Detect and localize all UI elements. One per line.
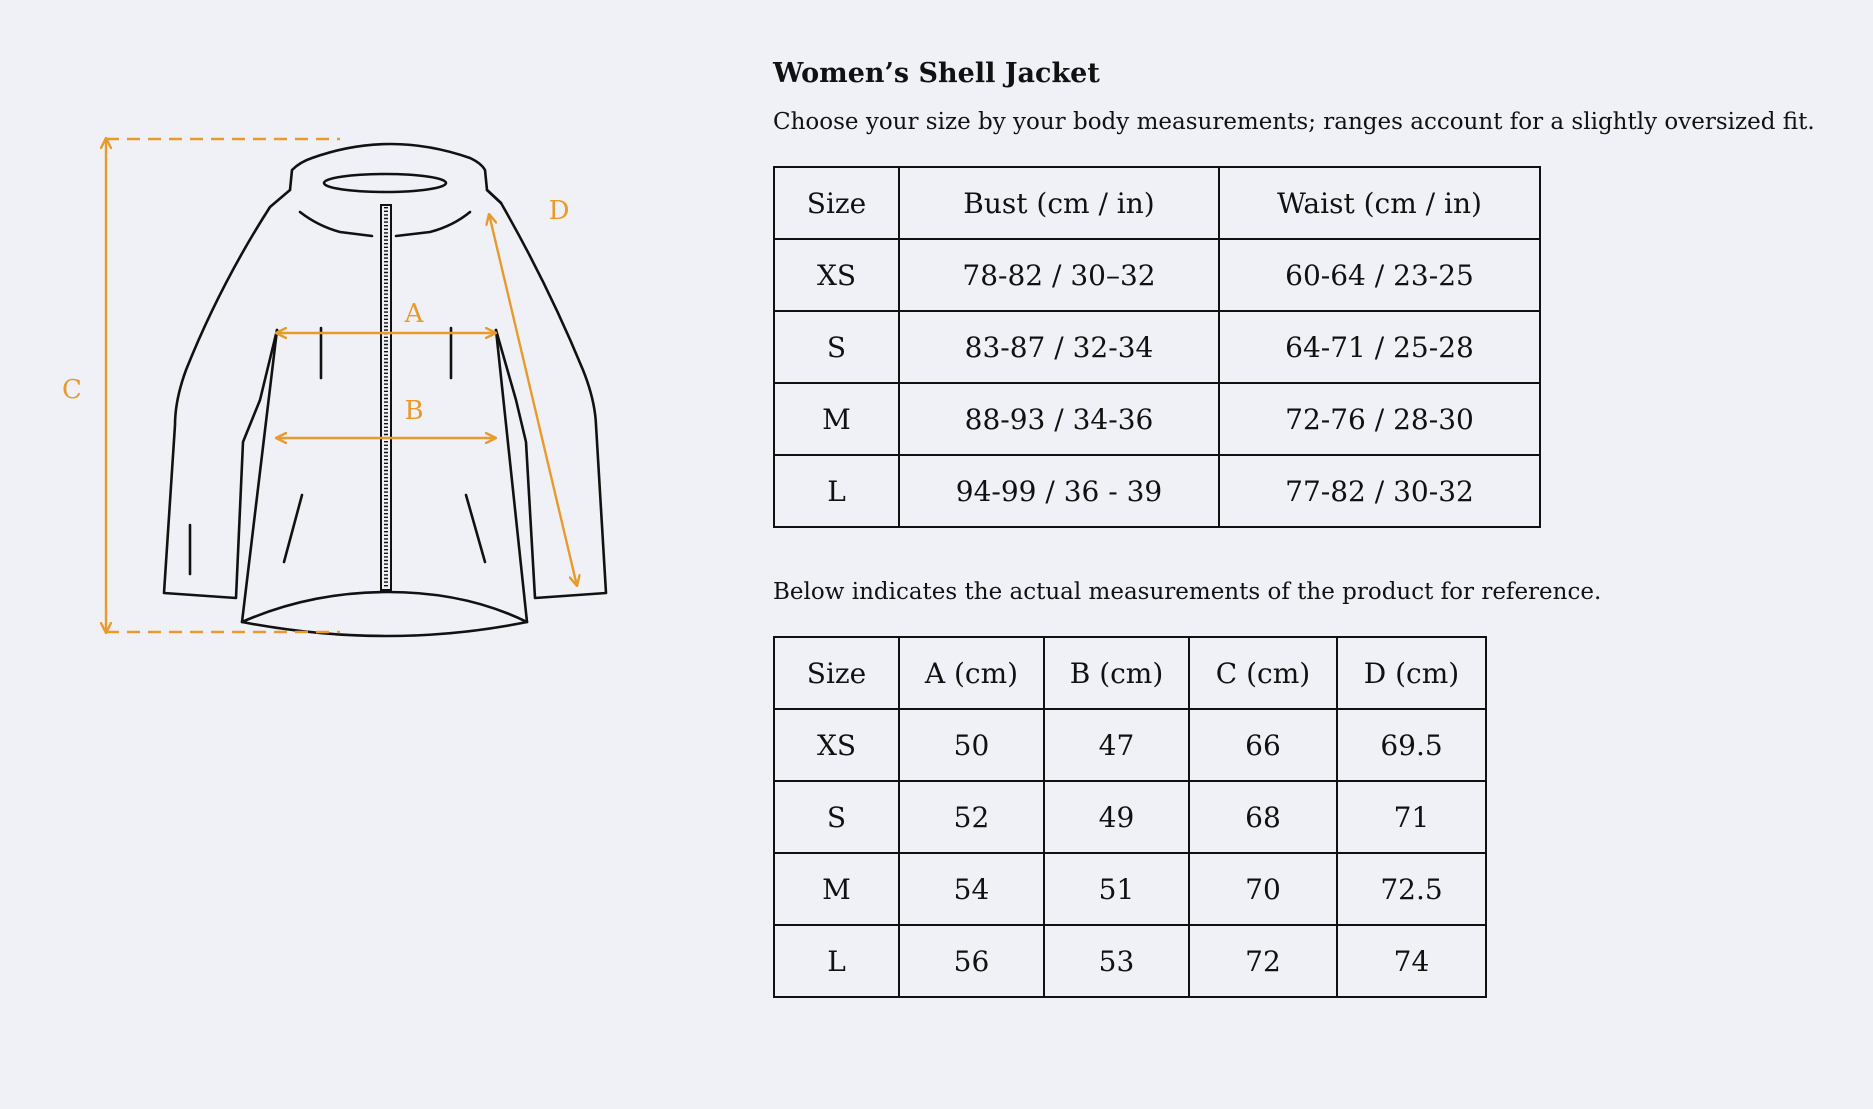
table-row xyxy=(774,853,1486,925)
jacket-hem xyxy=(242,592,527,622)
cell-a: 50 xyxy=(899,709,1044,781)
cell-c: 68 xyxy=(1189,781,1337,853)
dimension-a-label: A xyxy=(404,299,424,329)
header-d: D (cm) xyxy=(1337,637,1486,709)
cell-b: 53 xyxy=(1044,925,1189,997)
table-row xyxy=(774,383,1540,455)
table-row xyxy=(774,925,1486,997)
dimension-c-label: C xyxy=(62,375,82,405)
cell-d: 72.5 xyxy=(1337,853,1486,925)
jacket-zipper xyxy=(381,205,391,590)
dimension-b-label: B xyxy=(404,396,424,426)
product-measurements-table xyxy=(773,636,1487,998)
header-c: C (cm) xyxy=(1189,637,1337,709)
table-row xyxy=(774,781,1486,853)
header-a: A (cm) xyxy=(899,637,1044,709)
product-measurements-note: Below indicates the actual measurements of the product for reference. xyxy=(773,579,1602,605)
cell-b: 49 xyxy=(1044,781,1189,853)
cell-d: 71 xyxy=(1337,781,1486,853)
table-header-row xyxy=(774,167,1540,239)
cell-size: XS xyxy=(774,239,899,311)
cell-waist: 60-64 / 23-25 xyxy=(1219,239,1540,311)
cell-size: M xyxy=(774,383,899,455)
cell-bust: 94-99 / 36 - 39 xyxy=(899,455,1219,527)
header-bust: Bust (cm / in) xyxy=(899,167,1219,239)
cell-waist: 64-71 / 25-28 xyxy=(1219,311,1540,383)
cell-size: L xyxy=(774,925,899,997)
header-waist: Waist (cm / in) xyxy=(1219,167,1540,239)
cell-bust: 83-87 / 32-34 xyxy=(899,311,1219,383)
jacket-diagram xyxy=(0,0,760,760)
jacket-left-side xyxy=(164,190,290,598)
jacket-diagram-svg xyxy=(0,0,760,760)
cell-waist: 72-76 / 28-30 xyxy=(1219,383,1540,455)
header-size: Size xyxy=(774,637,899,709)
cell-c: 72 xyxy=(1189,925,1337,997)
cell-b: 51 xyxy=(1044,853,1189,925)
jacket-hand-pocket-right xyxy=(466,495,485,562)
cell-bust: 88-93 / 34-36 xyxy=(899,383,1219,455)
cell-size: L xyxy=(774,455,899,527)
cell-waist: 77-82 / 30-32 xyxy=(1219,455,1540,527)
jacket-right-side xyxy=(487,190,606,598)
cell-size: S xyxy=(774,311,899,383)
header-size: Size xyxy=(774,167,899,239)
cell-a: 54 xyxy=(899,853,1044,925)
cell-bust: 78-82 / 30–32 xyxy=(899,239,1219,311)
cell-size: XS xyxy=(774,709,899,781)
size-instructions: Choose your size by your body measurements; ranges account for a slightly oversized fit. xyxy=(773,109,1815,135)
jacket-hand-pocket-left xyxy=(284,495,302,562)
header-b: B (cm) xyxy=(1044,637,1189,709)
size-guide-content xyxy=(773,52,1853,998)
product-title: Women’s Shell Jacket xyxy=(773,58,1100,89)
table-row xyxy=(774,709,1486,781)
dimension-d-label: D xyxy=(548,196,570,226)
cell-c: 70 xyxy=(1189,853,1337,925)
cell-a: 52 xyxy=(899,781,1044,853)
cell-size: M xyxy=(774,853,899,925)
table-row xyxy=(774,455,1540,527)
body-measurements-table xyxy=(773,166,1541,528)
jacket-hood-opening xyxy=(324,174,446,192)
cell-d: 74 xyxy=(1337,925,1486,997)
cell-c: 66 xyxy=(1189,709,1337,781)
cell-size: S xyxy=(774,781,899,853)
cell-b: 47 xyxy=(1044,709,1189,781)
table-header-row xyxy=(774,637,1486,709)
cell-a: 56 xyxy=(899,925,1044,997)
table-row xyxy=(774,239,1540,311)
table-row xyxy=(774,311,1540,383)
cell-d: 69.5 xyxy=(1337,709,1486,781)
